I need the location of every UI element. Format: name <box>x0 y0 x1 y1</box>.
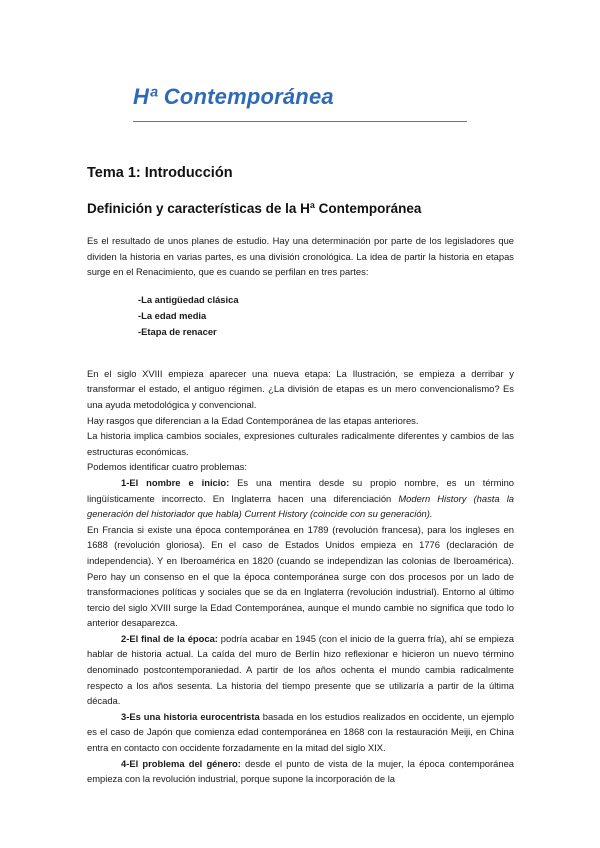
problem-2-label: 2-El final de la época: <box>121 632 218 644</box>
section-heading: Tema 1: Introducción <box>87 165 233 181</box>
list-item: -Etapa de renacer <box>138 325 217 337</box>
document-body <box>87 233 514 787</box>
paragraph-ilustracion: En el siglo XVIII empieza aparecer una nueva etapa: La Ilustración, se empieza a derribar y transformar el estado, el antiguo régimen. ¿La división de etapas es un mero convencionalismo? Es una ayuda metodológica y convencional. <box>87 367 514 410</box>
paragraph-cambios: La historia implica cambios sociales, expresiones culturales radicalmente diferentes y cambios de las estructuras económicas. <box>87 430 514 457</box>
problem-3 <box>87 709 514 756</box>
problem-1-text: Es una mentira desde su propio nombre, es un término lingüísticamente incorrecto. En Inglaterra hacen una diferenciación <box>87 476 515 504</box>
problem-4-label: 4-El problema del género: <box>121 757 241 769</box>
problem-3-label: 3-Es una historia eurocentrista <box>121 710 260 722</box>
problem-4-text: desde el punto de vista de la mujer, la época contemporánea empieza con la revolución industrial, porque supone la incorporación de la <box>87 757 514 785</box>
paragraph-problemas-intro: Podemos identificar cuatro problemas: <box>87 461 247 473</box>
intro-paragraph: Es el resultado de unos planes de estudio. Hay una determinación por parte de los legisladores que dividen la historia en varias partes, es una división cronológica. La idea de partir la historia en etapas surge en el Renacimiento, que es cuando se perfilan en tres partes: <box>87 235 514 278</box>
problem-2 <box>87 631 514 709</box>
problem-1-label: 1-El nombre e inicio: <box>121 476 230 488</box>
title-underline <box>133 121 467 122</box>
paragraph-rasgos: Hay rasgos que diferencian a la Edad Contemporánea de las etapas anteriores. <box>87 414 419 426</box>
paragraph-francia: En Francia si existe una época contemporánea en 1789 (revolución francesa), para los ingleses en 1688 (revolución gloriosa). En el caso de Estados Unidos empieza en 1776 (declaración de independencia). Y en Iberoamérica en 1820 (cuando se independizan las colonias de Iberoamérica). Pero hay un consenso en el que la época contemporánea surge con dos procesos por un lado de transformaciones políticas y sociales que se da en Inglaterra (revolución industrial). Entorno al último tercio del siglo XVIII surge la Edad Contemporánea, aunque el mundo cambie no significa que todo lo anterior desaparezca. <box>87 523 514 629</box>
section-subheading: Definición y características de la Hª Contemporánea <box>87 201 422 216</box>
problem-1-italic: Modern History (hasta la generación del historiador que habla) Current History (coincide con su generación). <box>87 492 515 520</box>
problem-3-text: basada en los estudios realizados en occidente, un ejemplo es el caso de Japón que comienza edad contemporánea en 1868 con la restauración Meiji, en China entra en contacto con occidente forzadamente en la mitad del siglo XIX. <box>87 710 514 754</box>
problem-1 <box>87 475 514 522</box>
list-item: -La antigüedad clásica <box>138 293 239 305</box>
document-title: Hª Contemporánea <box>133 84 334 109</box>
list-item: -La edad media <box>138 309 207 321</box>
stages-list <box>87 292 514 340</box>
problem-2-text: podría acabar en 1945 (con el inicio de la guerra fría), ahí se empieza hablar de historia actual. La caída del muro de Berlín hizo reflexionar e hicieron un nuevo término denominado postcontemporaniedad. A partir de los años ochenta el mundo cambia radicalmente respecto a los años sesenta. La historia del tiempo presente que se utilizaría a partir de la última década. <box>87 632 514 707</box>
problem-4 <box>87 756 514 787</box>
